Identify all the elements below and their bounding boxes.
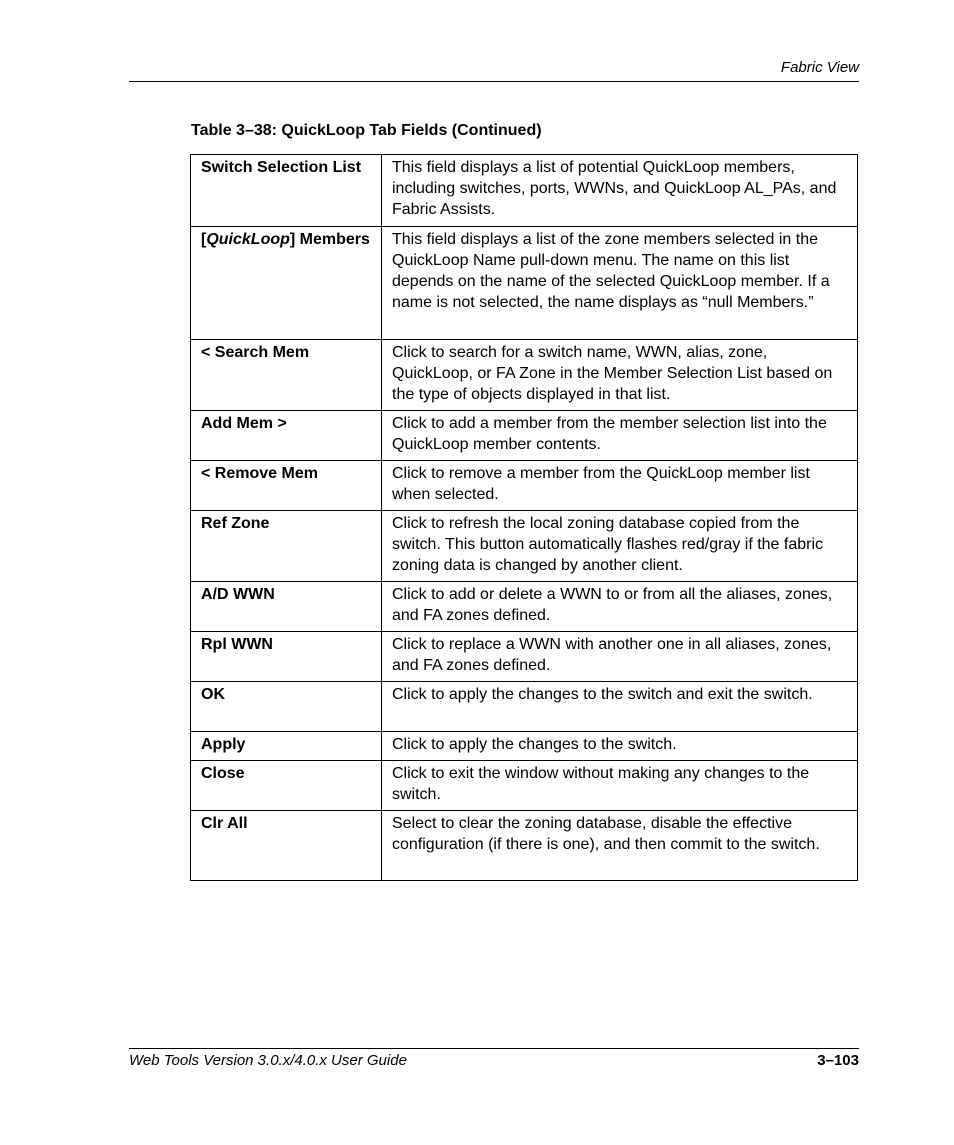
field-description: This field displays a list of the zone members selected in the QuickLoop Name pull-down menu. The name on this list depends on the name of the selected QuickLoop member. If a name is not selected, the name displays as “null Members.” [382, 227, 858, 340]
table-row [191, 511, 858, 582]
field-name: Switch Selection List [191, 155, 382, 227]
table-row [191, 761, 858, 811]
table-row [191, 632, 858, 682]
running-head: Fabric View [780, 59, 859, 76]
field-name-prefix: [ [201, 231, 207, 248]
table-row [191, 340, 858, 411]
field-name: < Remove Mem [191, 461, 382, 511]
field-description: Select to clear the zoning database, disable the effective configuration (if there is one), and then commit to the switch. [382, 811, 858, 881]
field-name-suffix: ] Members [289, 231, 370, 248]
field-description: Click to exit the window without making any changes to the switch. [382, 761, 858, 811]
field-description: This field displays a list of potential QuickLoop members, including switches, ports, WWNs, and QuickLoop AL_PAs, and Fabric Assists. [382, 155, 858, 227]
table-caption: Table 3–38: QuickLoop Tab Fields (Continued) [191, 122, 542, 139]
field-description: Click to refresh the local zoning database copied from the switch. This button automatically flashes red/gray if the fabric zoning data is changed by another client. [382, 511, 858, 582]
table-row [191, 582, 858, 632]
table-row [191, 227, 858, 340]
field-description: Click to search for a switch name, WWN, alias, zone, QuickLoop, or FA Zone in the Member Selection List based on the type of objects displayed in that list. [382, 340, 858, 411]
table-row [191, 461, 858, 511]
footer-document-title: Web Tools Version 3.0.x/4.0.x User Guide [129, 1052, 407, 1069]
field-name: < Search Mem [191, 340, 382, 411]
table-row [191, 155, 858, 227]
field-name: A/D WWN [191, 582, 382, 632]
field-description: Click to apply the changes to the switch. [382, 732, 858, 761]
field-description: Click to remove a member from the QuickLoop member list when selected. [382, 461, 858, 511]
field-name: Ref Zone [191, 511, 382, 582]
field-name-italic: QuickLoop [206, 231, 290, 248]
field-name: Apply [191, 732, 382, 761]
field-description: Click to apply the changes to the switch and exit the switch. [382, 682, 858, 732]
field-description: Click to add or delete a WWN to or from all the aliases, zones, and FA zones defined. [382, 582, 858, 632]
field-name: Close [191, 761, 382, 811]
field-name: Clr All [191, 811, 382, 881]
table-row [191, 682, 858, 732]
field-description: Click to add a member from the member selection list into the QuickLoop member contents. [382, 411, 858, 461]
table-row [191, 732, 858, 761]
table-row [191, 811, 858, 881]
header-rule [129, 81, 859, 82]
table-row [191, 411, 858, 461]
field-description: Click to replace a WWN with another one in all aliases, zones, and FA zones defined. [382, 632, 858, 682]
page-number: 3–103 [817, 1052, 859, 1069]
field-name: Add Mem > [191, 411, 382, 461]
field-name: OK [191, 682, 382, 732]
field-name [191, 227, 382, 340]
quickloop-fields-table [190, 154, 858, 881]
field-name: Rpl WWN [191, 632, 382, 682]
footer-rule [129, 1048, 859, 1049]
